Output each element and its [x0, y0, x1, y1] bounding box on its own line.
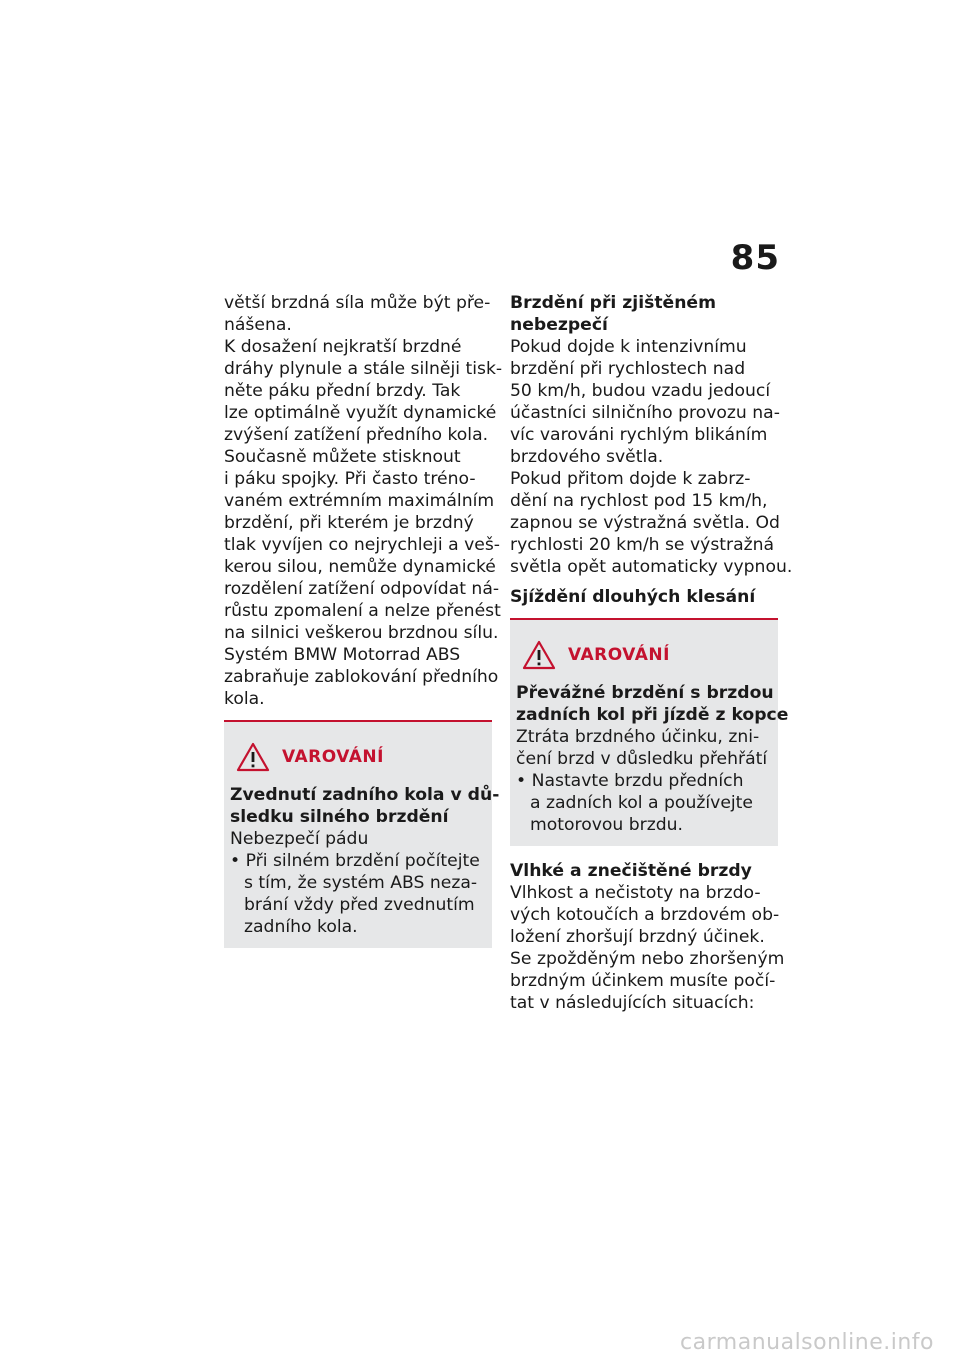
body-line: Pokud dojde k intenzivnímu — [510, 337, 747, 357]
body-line: zvýšení zatížení předního kola. — [224, 425, 489, 445]
warning-bullet-line: • Nastavte brzdu předních — [516, 771, 744, 791]
section-heading: Brzdění při zjištěném — [510, 293, 716, 313]
warning-bullet-line: a zadních kol a používejte — [530, 793, 753, 813]
body-line: vaném extrémním maximálním — [224, 491, 495, 511]
section-heading: Vlhké a znečištěné brzdy — [510, 861, 752, 881]
body-line: Pokud přitom dojde k zabrz- — [510, 469, 751, 489]
body-line: Systém BMW Motorrad ABS — [224, 645, 461, 665]
warning-bullet-line: motorovou brzdu. — [530, 815, 684, 835]
section-heading: Sjíždění dlouhých klesání — [510, 587, 756, 607]
body-line: tat v následujících situacích: — [510, 993, 755, 1013]
warning-heading-line: zadních kol při jízdě z kopce — [516, 705, 789, 725]
warning-heading-line: Zvednutí zadního kola v dů- — [230, 785, 500, 805]
body-line: víc varováni rychlým blikáním — [510, 425, 768, 445]
section-heading: nebezpečí — [510, 315, 608, 335]
body-line: na silnici veškerou brzdnou sílu. — [224, 623, 499, 643]
body-line: růstu zpomalení a nelze přenést — [224, 601, 501, 621]
body-line: tlak vyvíjen co nejrychleji a veš- — [224, 535, 500, 555]
warning-box-descent — [510, 618, 789, 846]
body-line: účastníci silničního provozu na- — [510, 403, 780, 423]
warning-box-abs — [224, 720, 500, 948]
warning-bullet-line: brání vždy před zvednutím — [244, 895, 475, 915]
warning-bullet-line: • Při silném brzdění počítejte — [230, 851, 480, 871]
body-line: dění na rychlost pod 15 km/h, — [510, 491, 768, 511]
warning-bullet-line: zadního kola. — [244, 917, 358, 937]
body-line: Vlhkost a nečistoty na brzdo- — [510, 883, 761, 903]
warning-heading-line: sledku silného brzdění — [230, 807, 449, 827]
warning-subtitle: Nebezpečí pádu — [230, 829, 369, 849]
body-line: světla opět automaticky vypnou. — [510, 557, 793, 577]
warning-triangle-icon — [236, 742, 270, 772]
watermark: carmanualsonline.info — [680, 1330, 934, 1355]
warning-triangle-icon — [522, 640, 556, 670]
warning-header — [522, 640, 770, 670]
body-line: Současně můžete stisknout — [224, 447, 461, 467]
section-long-descents — [510, 586, 789, 846]
body-line: rychlosti 20 km/h se výstražná — [510, 535, 775, 555]
warning-bullet-line: s tím, že systém ABS neza- — [244, 873, 478, 893]
body-line: brzdění, při kterém je brzdný — [224, 513, 474, 533]
body-line: brzdového světla. — [510, 447, 664, 467]
body-line: zapnou se výstražná světla. Od — [510, 513, 780, 533]
warning-title: VAROVÁNÍ — [568, 645, 670, 665]
page-number: 85 — [730, 238, 780, 278]
body-line: zabraňuje zablokování předního — [224, 667, 499, 687]
section-wet-brakes — [510, 860, 785, 1014]
left-column — [224, 292, 503, 948]
body-line: nášena. — [224, 315, 292, 335]
body-line: i páku spojky. Při často tréno- — [224, 469, 476, 489]
left-body-text — [224, 292, 503, 710]
right-column — [510, 292, 793, 1014]
body-line: K dosažení nejkratší brzdné — [224, 337, 462, 357]
body-line: brzdění při rychlostech nad — [510, 359, 746, 379]
body-line: vých kotoučích a brzdovém ob- — [510, 905, 780, 925]
warning-header — [236, 742, 484, 772]
body-line: něte páku přední brzdy. Tak — [224, 381, 461, 401]
warning-title: VAROVÁNÍ — [282, 747, 384, 767]
warning-subtitle-line: čení brzd v důsledku přehřátí — [516, 749, 768, 769]
body-line: rozdělení zatížení odpovídat ná- — [224, 579, 500, 599]
warning-heading-line: Převážné brzdění s brzdou — [516, 683, 774, 703]
body-line: kerou silou, nemůže dynamické — [224, 557, 496, 577]
body-line: kola. — [224, 689, 265, 709]
body-line: ložení zhoršují brzdný účinek. — [510, 927, 765, 947]
warning-subtitle-line: Ztráta brzdného účinku, zni- — [516, 727, 760, 747]
section-emergency-braking — [510, 292, 793, 578]
body-line: brzdným účinkem musíte počí- — [510, 971, 776, 991]
body-line: větší brzdná síla může být pře- — [224, 293, 491, 313]
body-line: dráhy plynule a stále silněji tisk- — [224, 359, 503, 379]
body-line: Se zpožděným nebo zhoršeným — [510, 949, 785, 969]
body-line: 50 km/h, budou vzadu jedoucí — [510, 381, 771, 401]
body-line: lze optimálně využít dynamické — [224, 403, 497, 423]
